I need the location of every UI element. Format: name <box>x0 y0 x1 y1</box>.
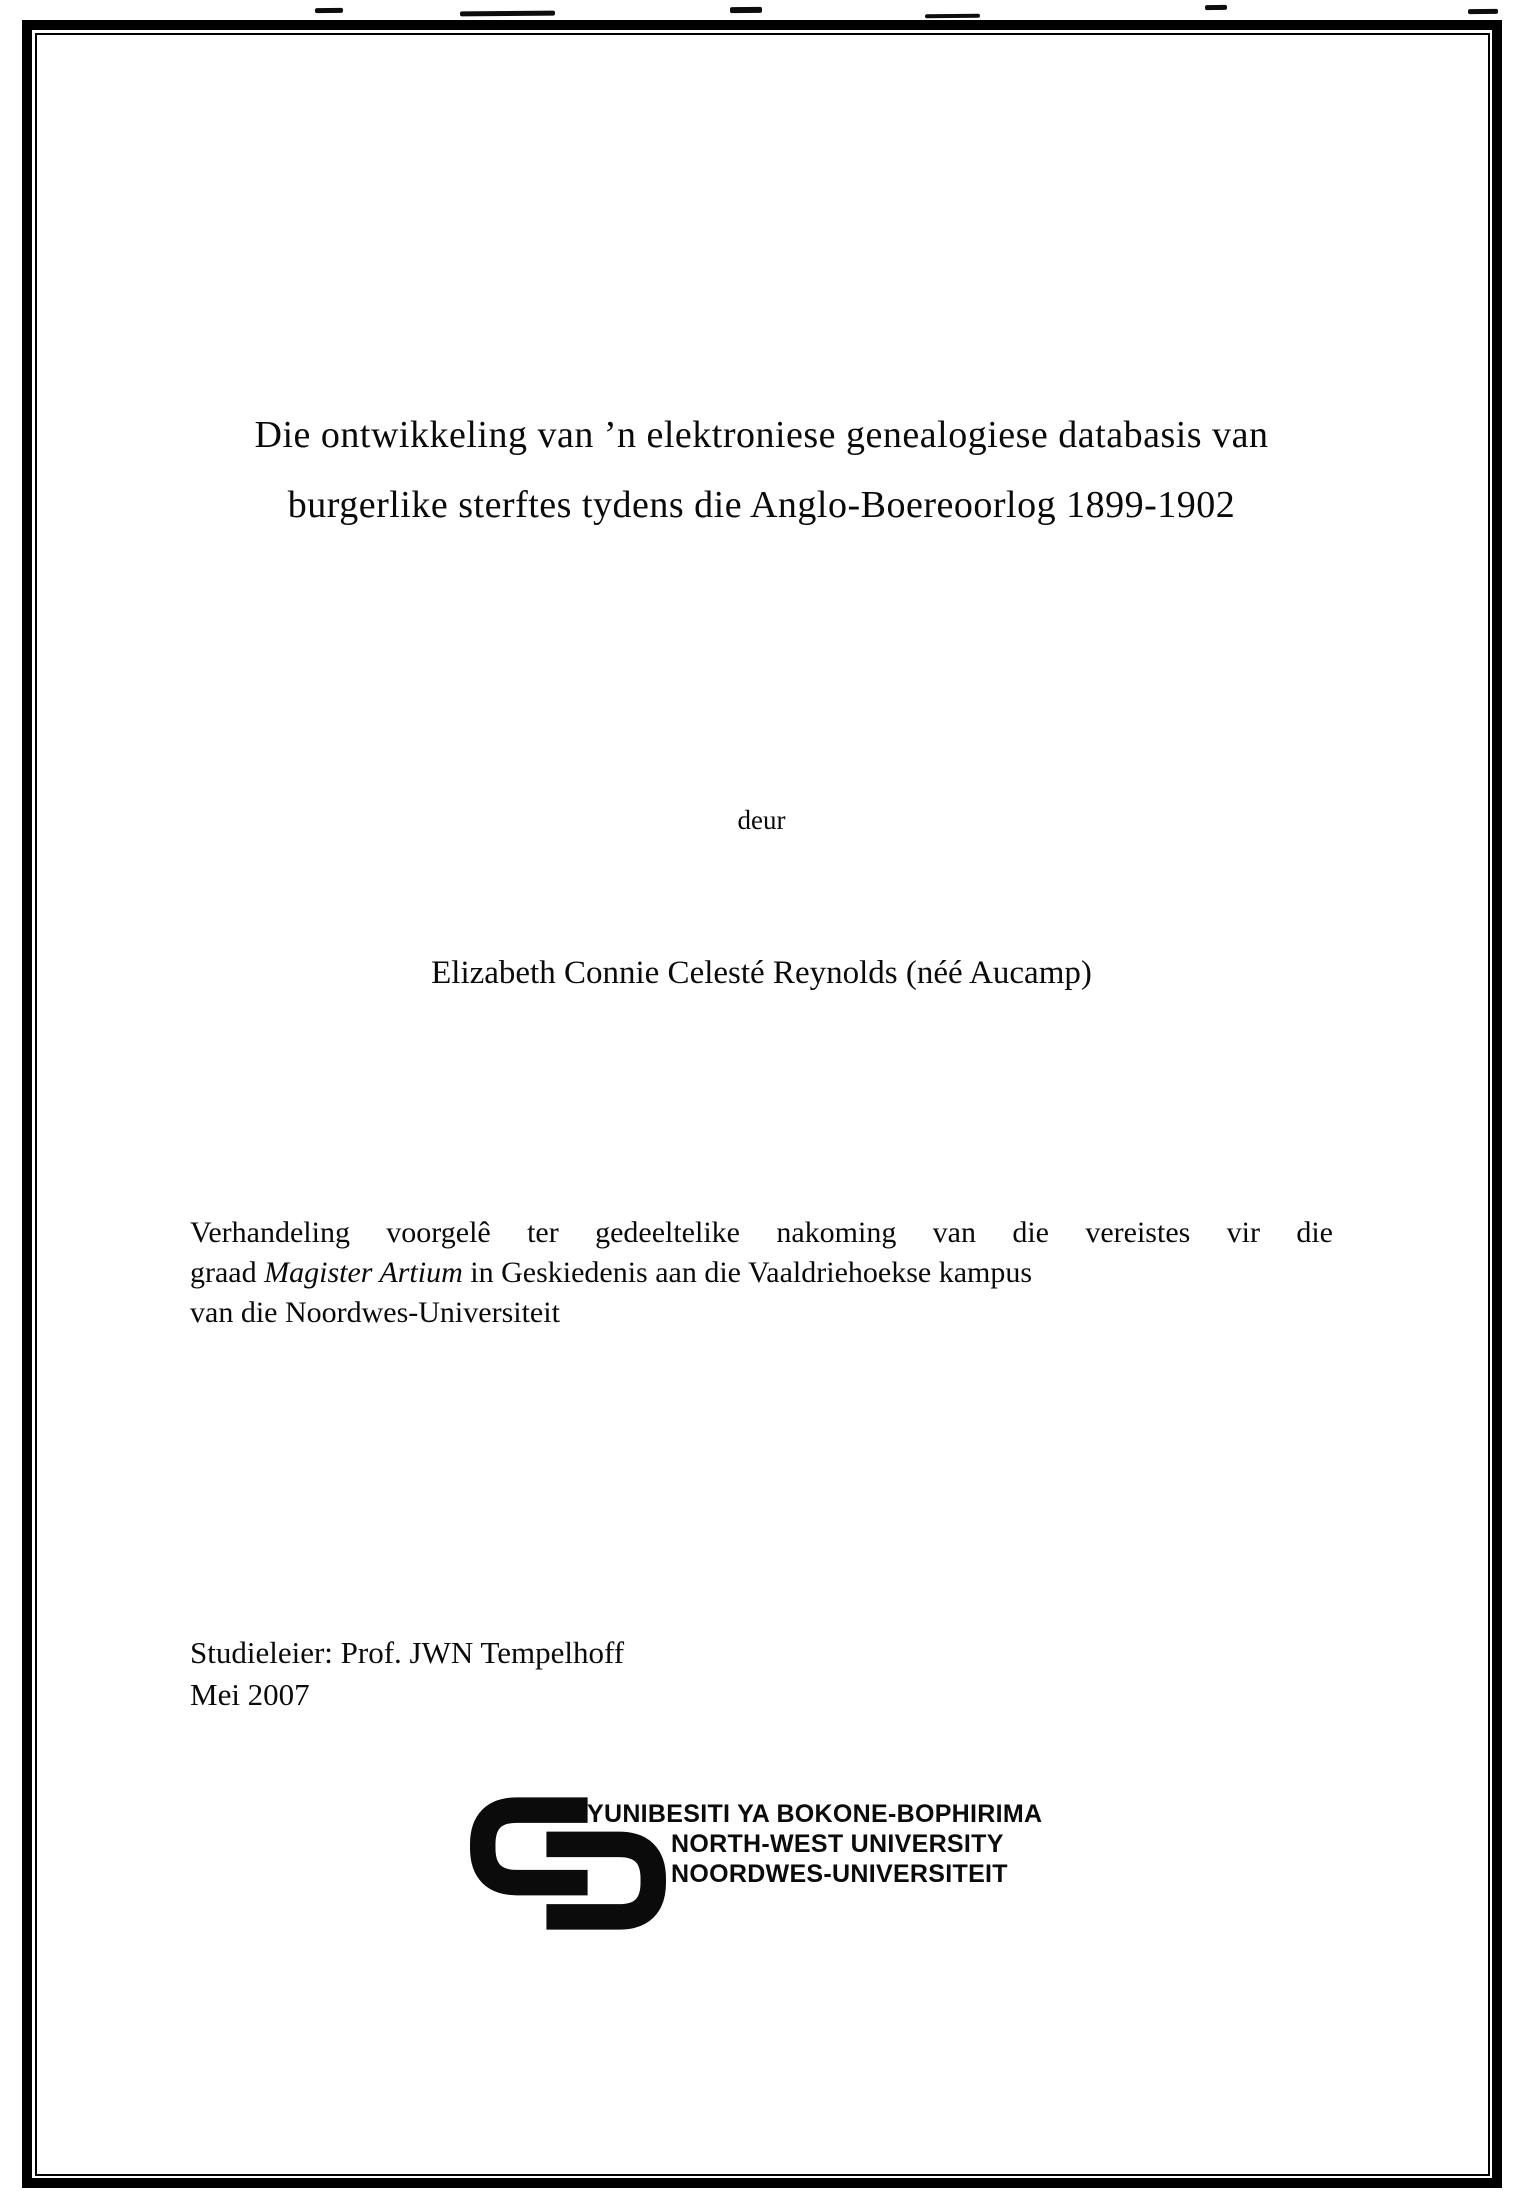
supervisor-line: Studieleier: Prof. JWN Tempelhoff <box>190 1635 625 1670</box>
author-name: Elizabeth Connie Celesté Reynolds (néé Aucamp) <box>431 955 1092 991</box>
thesis-title-line-1: Die ontwikkeling van ’n elektroniese genealogiese databasis van <box>254 414 1269 456</box>
statement-line-1: Verhandeling voorgelê ter gedeeltelike nakoming van die vereistes vir die <box>190 1216 1333 1249</box>
statement-line-2-suffix: in Geskiedenis aan die Vaaldriehoekse kampus <box>462 1256 1033 1289</box>
submission-statement <box>190 1213 1333 1333</box>
scan-artifact <box>925 14 980 18</box>
scan-artifact <box>1468 9 1498 14</box>
degree-name-italic: Magister Artium <box>264 1256 463 1289</box>
logo-wordmark <box>587 1799 1042 1889</box>
university-logo <box>470 1797 1090 1937</box>
statement-line-2 <box>190 1253 1333 1293</box>
statement-line-3: van die Noordwes-Universiteit <box>190 1296 560 1329</box>
scan-artifact <box>1205 5 1227 10</box>
thesis-title-line-2: burgerlike sterftes tydens die Anglo-Boereoorlog 1899-1902 <box>287 484 1236 526</box>
scan-artifact <box>460 11 555 17</box>
thesis-title <box>190 400 1333 540</box>
scan-artifact <box>315 8 343 13</box>
statement-line-2-prefix: graad <box>190 1256 265 1289</box>
logo-line-english: NORTH-WEST UNIVERSITY <box>671 1830 1004 1858</box>
byline-deur: deur <box>737 805 786 835</box>
logo-line-afrikaans: NOORDWES-UNIVERSITEIT <box>671 1860 1008 1888</box>
date-line: Mei 2007 <box>190 1677 310 1712</box>
scan-artifact <box>730 7 762 13</box>
logo-line-setswana: YUNIBESITI YA BOKONE-BOPHIRIMA <box>587 1800 1043 1828</box>
supervisor-block <box>190 1632 1090 1716</box>
